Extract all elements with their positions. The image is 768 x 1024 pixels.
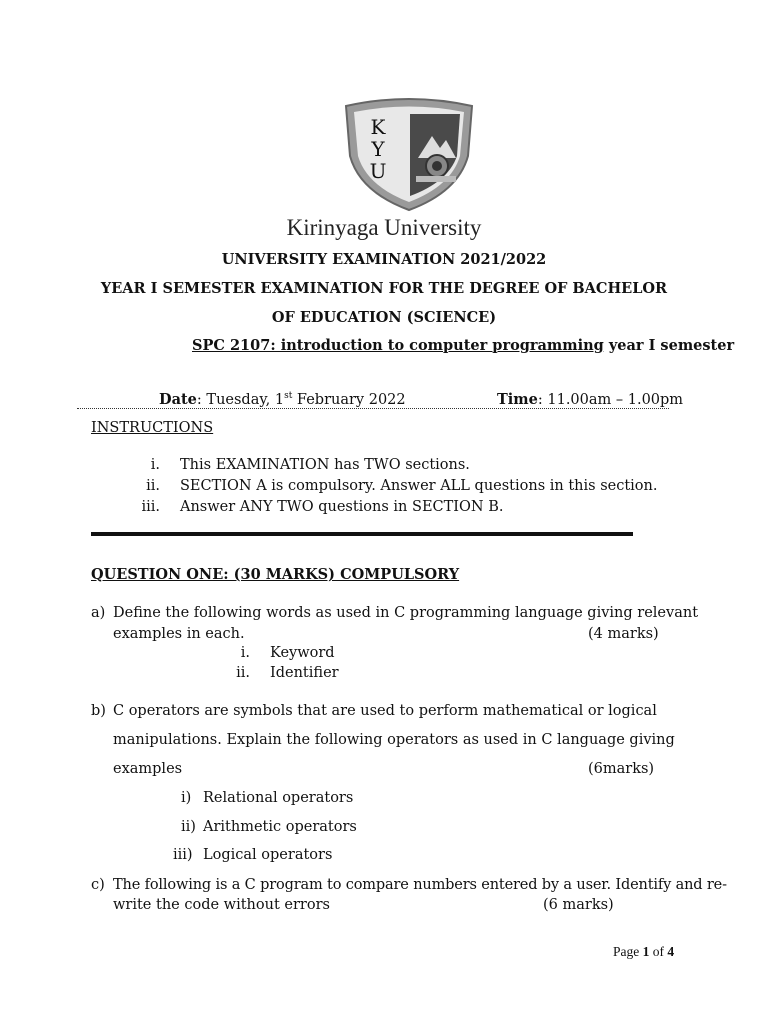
course-year: year I semester <box>603 337 735 354</box>
svg-text:U: U <box>369 159 387 183</box>
university-logo <box>340 96 478 212</box>
instruction-item: ii. SECTION A is compulsory. Answer ALL questions in this section. <box>146 478 658 494</box>
exam-title: UNIVERSITY EXAMINATION 2021/2022 <box>221 251 547 268</box>
exam-time: Time: 11.00am – 1.00pm <box>497 391 684 408</box>
logo-letters-k: K <box>370 115 386 139</box>
exam-date: Date: Tuesday, 1st February 2022 <box>159 391 406 408</box>
subitem-logical: Logical operators <box>203 847 333 863</box>
section-divider <box>91 532 633 536</box>
course-title <box>192 337 734 354</box>
marks-b: (6marks) <box>588 761 655 777</box>
instruction-item: i. This EXAMINATION has TWO sections. <box>150 457 470 473</box>
marks-a: (4 marks) <box>588 626 659 642</box>
question-one-heading: QUESTION ONE: (30 MARKS) COMPULSORY <box>91 566 460 583</box>
subitem-identifier: Identifier <box>270 665 339 681</box>
university-name: Kirinyaga University <box>286 215 482 240</box>
marks-c: (6 marks) <box>543 897 614 913</box>
instructions-list <box>100 457 660 520</box>
subitem-relational: Relational operators <box>203 790 354 806</box>
dotted-divider <box>77 408 669 409</box>
instruction-item: iii. Answer ANY TWO questions in SECTION B. <box>141 499 504 515</box>
exam-degree-line1: YEAR I SEMESTER EXAMINATION FOR THE DEGREE OF BACHELOR <box>100 280 668 297</box>
svg-text:Y: Y <box>371 137 385 161</box>
page-number: Page 1 of 4 <box>613 944 675 959</box>
course-code-title: SPC 2107: introduction to computer programming <box>192 337 604 354</box>
subitem-arithmetic: Arithmetic operators <box>203 819 357 835</box>
instructions-heading: INSTRUCTIONS <box>91 420 214 436</box>
exam-degree-line2: OF EDUCATION (SCIENCE) <box>271 309 497 326</box>
subitem-keyword: Keyword <box>270 645 335 661</box>
